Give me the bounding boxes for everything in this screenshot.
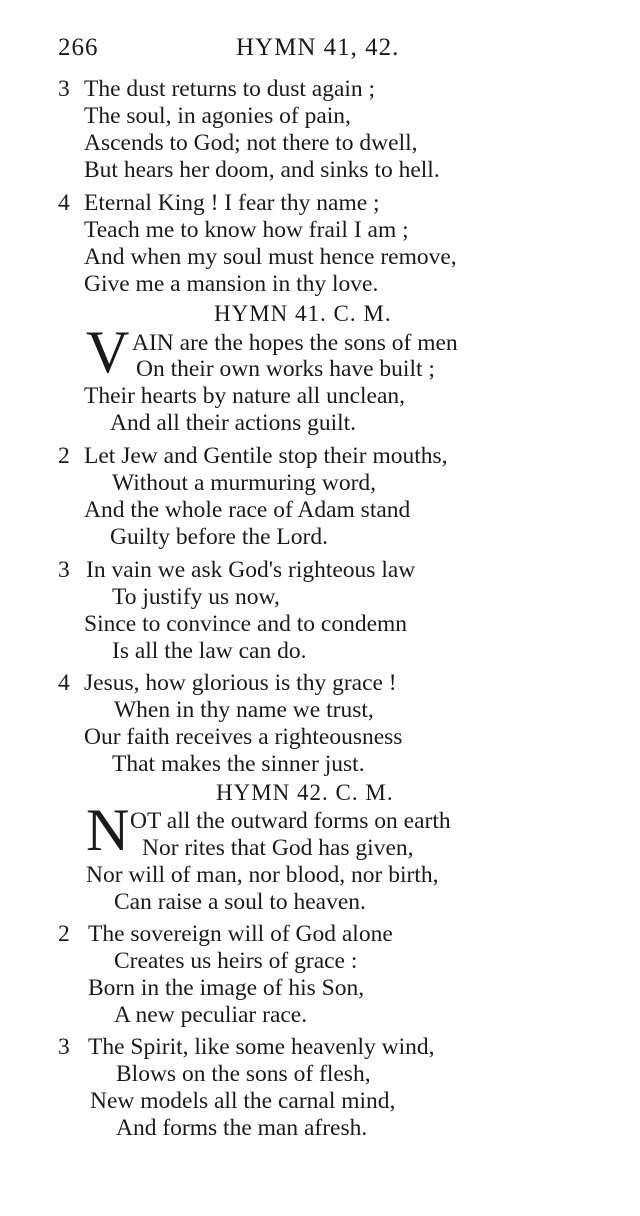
drop-cap: N bbox=[86, 797, 130, 863]
stanza-number: 3 bbox=[58, 1034, 70, 1060]
verse-line: That makes the sinner just. bbox=[112, 751, 365, 777]
verse-line: Is all the law can do. bbox=[112, 638, 307, 664]
verse-line: Blows on the sons of flesh, bbox=[116, 1061, 371, 1087]
verse-line: AIN are the hopes the sons of men bbox=[132, 330, 458, 356]
verse-line: The soul, in agonies of pain, bbox=[84, 103, 351, 129]
verse-line: A new peculiar race. bbox=[114, 1002, 308, 1028]
verse-line: On their own works have built ; bbox=[136, 356, 435, 382]
page-number: 266 bbox=[58, 34, 99, 61]
verse-line: Teach me to know how frail I am ; bbox=[84, 217, 409, 243]
running-title: HYMN 41, 42. bbox=[236, 34, 400, 61]
verse-line: But hears her doom, and sinks to hell. bbox=[84, 157, 440, 183]
verse-line: Jesus, how glorious is thy grace ! bbox=[84, 670, 397, 696]
verse-line: Without a murmuring word, bbox=[112, 470, 377, 496]
verse-line: And the whole race of Adam stand bbox=[84, 497, 411, 523]
verse-line: To justify us now, bbox=[112, 584, 280, 610]
stanza-number: 3 bbox=[58, 557, 70, 583]
verse-line: Guilty before the Lord. bbox=[110, 524, 328, 550]
hymn-title: HYMN 41. C. M. bbox=[214, 301, 392, 326]
verse-line: And when my soul must hence remove, bbox=[84, 244, 457, 270]
verse-line: Born in the image of his Son, bbox=[88, 975, 365, 1001]
verse-line: Nor rites that God has given, bbox=[142, 835, 414, 861]
stanza-number: 4 bbox=[58, 190, 70, 216]
stanza-number: 2 bbox=[58, 921, 70, 947]
verse-line: Let Jew and Gentile stop their mouths, bbox=[84, 443, 448, 469]
verse-line: New models all the carnal mind, bbox=[90, 1088, 396, 1114]
verse-line: Ascends to God; not there to dwell, bbox=[84, 130, 418, 156]
stanza-number: 2 bbox=[58, 443, 70, 469]
verse-line: Since to convince and to condemn bbox=[84, 611, 408, 637]
verse-line: Can raise a soul to heaven. bbox=[114, 889, 366, 915]
verse-line: When in thy name we trust, bbox=[114, 697, 374, 723]
verse-line: Nor will of man, nor blood, nor birth, bbox=[86, 862, 439, 888]
stanza-number: 4 bbox=[58, 670, 70, 696]
hymn-title: HYMN 42. C. M. bbox=[216, 780, 394, 805]
verse-line: The dust returns to dust again ; bbox=[84, 76, 376, 102]
verse-line: The sovereign will of God alone bbox=[88, 921, 393, 947]
verse-line: Their hearts by nature all unclean, bbox=[84, 383, 406, 409]
verse-line: And all their actions guilt. bbox=[110, 410, 357, 436]
drop-cap: V bbox=[86, 319, 130, 385]
verse-line: Give me a mansion in thy love. bbox=[84, 271, 379, 297]
verse-line: Eternal King ! I fear thy name ; bbox=[84, 190, 380, 216]
verse-line: Our faith receives a righteousness bbox=[84, 724, 403, 750]
verse-line: The Spirit, like some heavenly wind, bbox=[88, 1034, 435, 1060]
verse-line: And forms the man afresh. bbox=[116, 1115, 368, 1141]
verse-line: OT all the outward forms on earth bbox=[130, 808, 451, 834]
page-header bbox=[58, 34, 618, 68]
verse-line: Creates us heirs of grace : bbox=[114, 948, 358, 974]
stanza-number: 3 bbox=[58, 76, 70, 102]
verse-line: In vain we ask God's righteous law bbox=[86, 557, 416, 583]
